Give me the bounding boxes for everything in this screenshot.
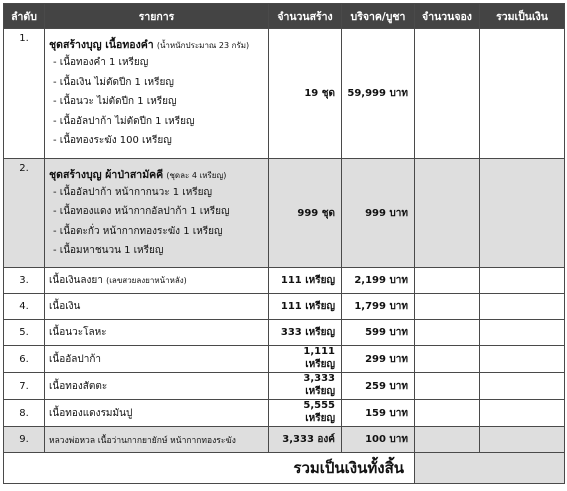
row-price: 299 บาท xyxy=(342,346,415,373)
total-cell[interactable] xyxy=(480,294,565,320)
row-number: 6. xyxy=(4,346,45,373)
row-item: เนื้อนวะโลหะ xyxy=(45,320,269,346)
bundle-item: - เนื้อทองคำ 1 เหรียญ xyxy=(53,57,149,69)
total-cell[interactable] xyxy=(480,427,565,453)
row-price: 159 บาท xyxy=(342,400,415,427)
reserve-cell[interactable] xyxy=(415,159,480,268)
row-quantity: 333 เหรียญ xyxy=(269,320,342,346)
header-reserve: จำนวนจอง xyxy=(415,4,480,29)
row-item-note: (เลขสวยลงยาหน้าหลัง) xyxy=(106,276,187,285)
table-row xyxy=(4,346,565,373)
reserve-cell[interactable] xyxy=(415,427,480,453)
row-item: เนื้อเงิน xyxy=(45,294,269,320)
bundle-note: (ชุดละ 4 เหรียญ) xyxy=(166,170,227,180)
row-number: 8. xyxy=(4,400,45,427)
bundle-title xyxy=(49,36,264,53)
bundle-item: - เนื้อนวะ ไม่ตัดปีก 1 เหรียญ xyxy=(53,96,177,108)
bundle-item: - เนื้ออัลปาก้า ไม่ตัดปีก 1 เหรียญ xyxy=(53,115,195,127)
total-cell[interactable] xyxy=(480,268,565,294)
header-quantity: จำนวนสร้าง xyxy=(269,4,342,29)
reserve-cell[interactable] xyxy=(415,373,480,400)
total-cell[interactable] xyxy=(480,29,565,159)
table-row xyxy=(4,159,565,268)
bundle-item: - เนื้ออัลปาก้า หน้ากากนวะ 1 เหรียญ xyxy=(53,186,213,198)
row-number: 3. xyxy=(4,268,45,294)
bundle-item: - เนื้อเงิน ไม่ตัดปีก 1 เหรียญ xyxy=(53,76,174,88)
row-price: 259 บาท xyxy=(342,373,415,400)
table-header-row xyxy=(4,4,565,29)
bundle-item: - เนื้อมหาชนวน 1 เหรียญ xyxy=(53,245,164,256)
row-number: 7. xyxy=(4,373,45,400)
header-price: บริจาค/บูชา xyxy=(342,4,415,29)
row-item-text: เนื้อเงินลงยา xyxy=(49,275,103,286)
header-no: ลำดับ xyxy=(4,4,45,29)
row-number: 2. xyxy=(4,159,45,268)
grand-total-value[interactable] xyxy=(415,453,565,484)
table-row xyxy=(4,294,565,320)
bundle-note: (น้ำหนักประมาณ 23 กรัม) xyxy=(156,41,250,51)
total-cell[interactable] xyxy=(480,159,565,268)
donation-order-table xyxy=(3,3,565,484)
bundle-title xyxy=(49,166,264,183)
total-cell[interactable] xyxy=(480,400,565,427)
table-row xyxy=(4,29,565,159)
row-number: 4. xyxy=(4,294,45,320)
row-item: หลวงพ่อหวล เนื้อว่านกากยายักษ์ หน้ากากทองระฆัง xyxy=(45,427,269,453)
row-quantity: 19 ชุด xyxy=(269,29,342,159)
table-row xyxy=(4,320,565,346)
header-item: รายการ xyxy=(45,4,269,29)
row-quantity: 999 ชุด xyxy=(269,159,342,268)
row-quantity: 3,333 เหรียญ xyxy=(269,373,342,400)
reserve-cell[interactable] xyxy=(415,346,480,373)
table-row xyxy=(4,373,565,400)
reserve-cell[interactable] xyxy=(415,294,480,320)
row-quantity: 111 เหรียญ xyxy=(269,294,342,320)
bundle-title-text: ชุดสร้างบุญ เนื้อทองคำ xyxy=(49,39,154,52)
row-item xyxy=(45,159,269,268)
row-quantity: 3,333 องค์ xyxy=(269,427,342,453)
reserve-cell[interactable] xyxy=(415,268,480,294)
reserve-cell[interactable] xyxy=(415,29,480,159)
row-price: 1,799 บาท xyxy=(342,294,415,320)
row-quantity: 111 เหรียญ xyxy=(269,268,342,294)
header-total: รวมเป็นเงิน xyxy=(480,4,565,29)
row-item xyxy=(45,29,269,159)
reserve-cell[interactable] xyxy=(415,320,480,346)
row-quantity: 5,555 เหรียญ xyxy=(269,400,342,427)
grand-total-row xyxy=(4,453,565,484)
row-quantity: 1,111 เหรียญ xyxy=(269,346,342,373)
table-row xyxy=(4,268,565,294)
row-item: เนื้ออัลปาก้า xyxy=(45,346,269,373)
total-cell[interactable] xyxy=(480,320,565,346)
total-cell[interactable] xyxy=(480,373,565,400)
row-price: 2,199 บาท xyxy=(342,268,415,294)
row-number: 9. xyxy=(4,427,45,453)
row-price: 599 บาท xyxy=(342,320,415,346)
row-price: 59,999 บาท xyxy=(342,29,415,159)
table-row xyxy=(4,427,565,453)
bundle-item: - เนื้อตะกั่ว หน้ากากทองระฆัง 1 เหรียญ xyxy=(53,225,223,237)
total-cell[interactable] xyxy=(480,346,565,373)
row-number: 5. xyxy=(4,320,45,346)
row-item xyxy=(45,268,269,294)
grand-total-label: รวมเป็นเงินทั้งสิ้น xyxy=(4,453,415,484)
bundle-item: - เนื้อทองระฆัง 100 เหรียญ xyxy=(53,135,172,147)
bundle-item: - เนื้อทองแดง หน้ากากอัลปาก้า 1 เหรียญ xyxy=(53,206,230,217)
bundle-title-text: ชุดสร้างบุญ ผ้าป่าสามัคคี xyxy=(49,168,164,181)
table-row xyxy=(4,400,565,427)
row-item: เนื้อทองแดงรมมันปู xyxy=(45,400,269,427)
row-price: 100 บาท xyxy=(342,427,415,453)
reserve-cell[interactable] xyxy=(415,400,480,427)
row-number: 1. xyxy=(4,29,45,159)
row-item: เนื้อทองสัตตะ xyxy=(45,373,269,400)
row-price: 999 บาท xyxy=(342,159,415,268)
